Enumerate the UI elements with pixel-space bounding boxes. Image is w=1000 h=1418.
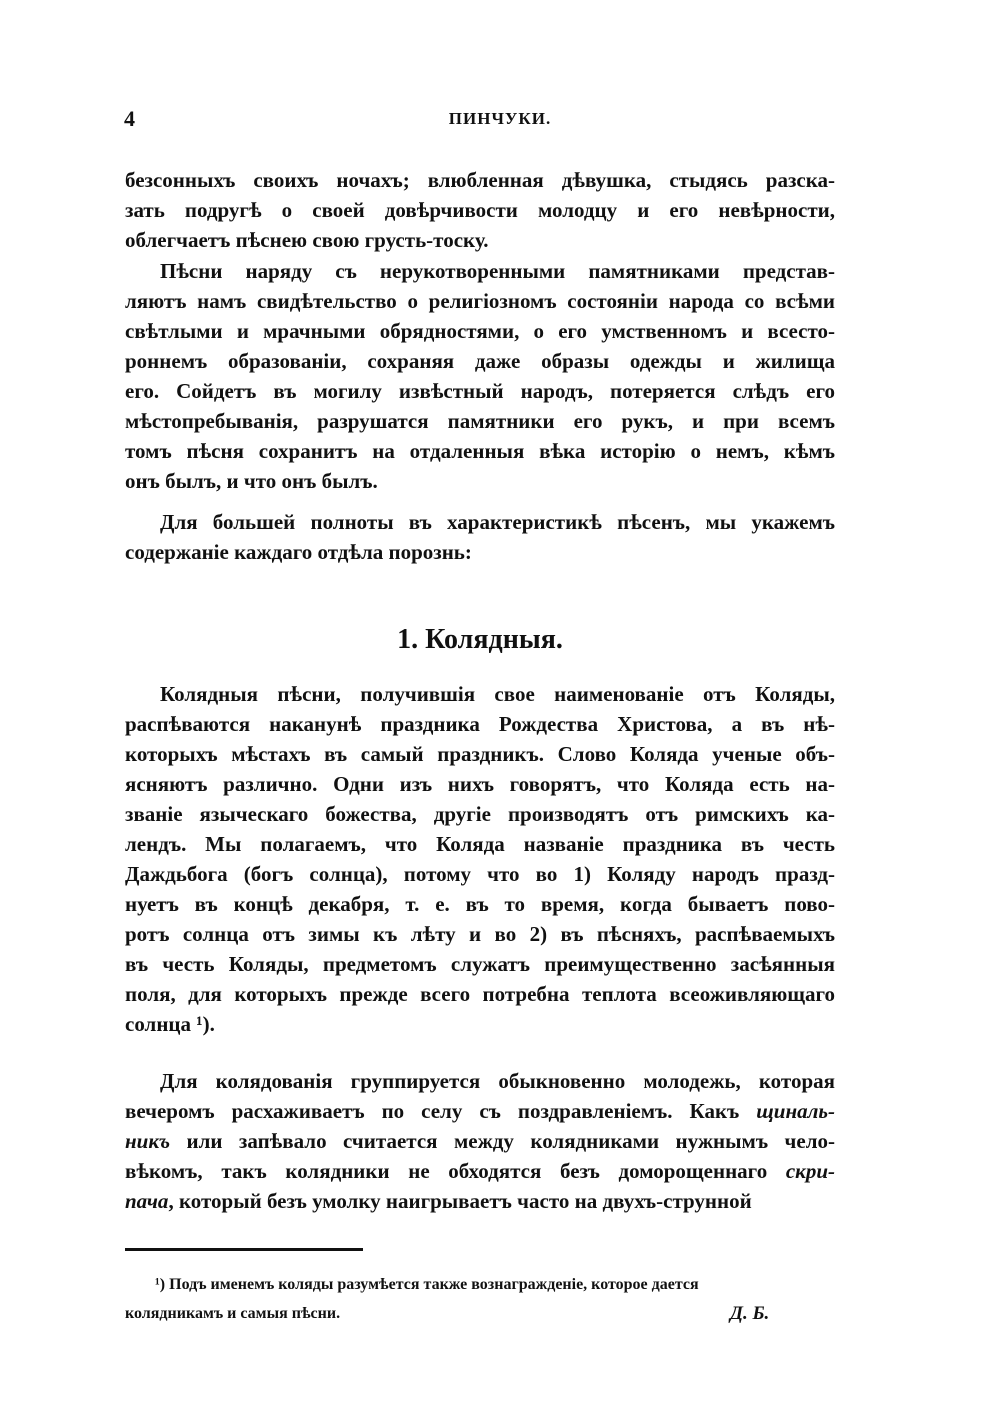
text-line: распѣваются наканунѣ праздника Рождества Христова, а въ нѣ- [125, 712, 835, 736]
page-number: 4 [124, 106, 135, 131]
text-line: ясняютъ различно. Одни изъ нихъ говорятъ, что Коляда есть на- [125, 772, 835, 796]
text-line: Колядныя пѣсни, получившія свое наименованіе отъ Коляды, [160, 682, 835, 706]
text-line: свѣтлыми и мрачными обрядностями, о его умственномъ и всесто- [125, 319, 835, 343]
text-segment: , который безъ умолку наигрываетъ часто на двухъ-струнной [168, 1189, 752, 1213]
text-line: безсонныхъ своихъ ночахъ; влюбленная дѣвушка, стыдясь разска- [125, 168, 835, 192]
text-line: нуетъ въ концѣ декабря, т. е. въ то время, когда бываетъ пово- [125, 892, 835, 916]
text-line: въ честь Коляды, предметомъ служатъ преимущественно засѣянныя [125, 952, 835, 976]
text-line: его. Сойдетъ въ могилу извѣстный народъ, потеряется слѣдъ его [125, 379, 835, 403]
text-line: ляютъ намъ свидѣтельство о религіозномъ состояніи народа со всѣми [125, 289, 835, 313]
footnote-line: ¹) Подъ именемъ коляды разумѣется также вознагражденіе, которое дается [155, 1276, 699, 1293]
text-line: содержаніе каждаго отдѣла порознь: [125, 540, 472, 564]
text-line: ротъ солнца отъ зимы къ лѣту и во 2) въ пѣсняхъ, распѣваемыхъ [125, 922, 835, 946]
text-line [125, 1188, 835, 1214]
text-line: Для большей полноты въ характеристикѣ пѣсенъ, мы укажемъ [160, 510, 835, 534]
text-segment: вечеромъ расхаживаетъ по селу съ поздравленіемъ. Какъ [125, 1099, 757, 1123]
text-line: облегчаетъ пѣснею свою грусть-тоску. [125, 228, 489, 252]
footnote-line: колядникамъ и самыя пѣсни. [125, 1305, 341, 1322]
text-line: зать подругѣ о своей довѣрчивости молодцу и его невѣрности, [125, 198, 835, 222]
text-line [125, 1128, 835, 1154]
italic-term: щиналь- [756, 1099, 835, 1123]
footnote-divider [125, 1248, 363, 1251]
text-line: поля, для которыхъ прежде всего потребна теплота всеоживляющаго [125, 982, 835, 1006]
text-line: Пѣсни наряду съ нерукотворенными памятниками представ- [160, 259, 835, 283]
text-line: которыхъ мѣстахъ въ самый праздникъ. Слово Коляда ученые объ- [125, 742, 835, 766]
text-line: онъ былъ, и что онъ былъ. [125, 469, 378, 493]
section-heading: 1. Колядныя. [397, 624, 563, 655]
italic-term: пача [125, 1189, 169, 1213]
text-line [125, 1098, 835, 1124]
text-line: лендъ. Мы полагаемъ, что Коляда названіе праздника въ честь [125, 832, 835, 856]
text-segment: или запѣвало считается между колядниками нужнымъ чело- [170, 1129, 835, 1153]
italic-term: скри- [785, 1159, 835, 1183]
text-line: Для колядованія группируется обыкновенно молодежь, которая [160, 1069, 835, 1093]
running-head: ПИНЧУКИ. [448, 109, 552, 128]
italic-term: никъ [125, 1129, 171, 1153]
text-line: Даждьбога (богъ солнца), потому что во 1) Коляду народъ празд- [125, 862, 835, 886]
text-line: солнца ¹). [125, 1012, 215, 1036]
text-line: мѣстопребыванія, разрушатся памятники его рукъ, и при всемъ [125, 409, 835, 433]
text-segment: вѣкомъ, такъ колядники не обходятся безъ доморощеннаго [125, 1159, 786, 1183]
footnote-signature: Д. Б. [730, 1303, 770, 1324]
text-line [125, 1158, 835, 1184]
text-line: званіе языческаго божества, другіе производятъ отъ римскихъ ка- [125, 802, 835, 826]
text-line: томъ пѣсня сохранитъ на отдаленныя вѣка исторію о немъ, кѣмъ [125, 439, 835, 463]
text-line: роннемъ образованіи, сохраняя даже образы одежды и жилища [125, 349, 835, 373]
